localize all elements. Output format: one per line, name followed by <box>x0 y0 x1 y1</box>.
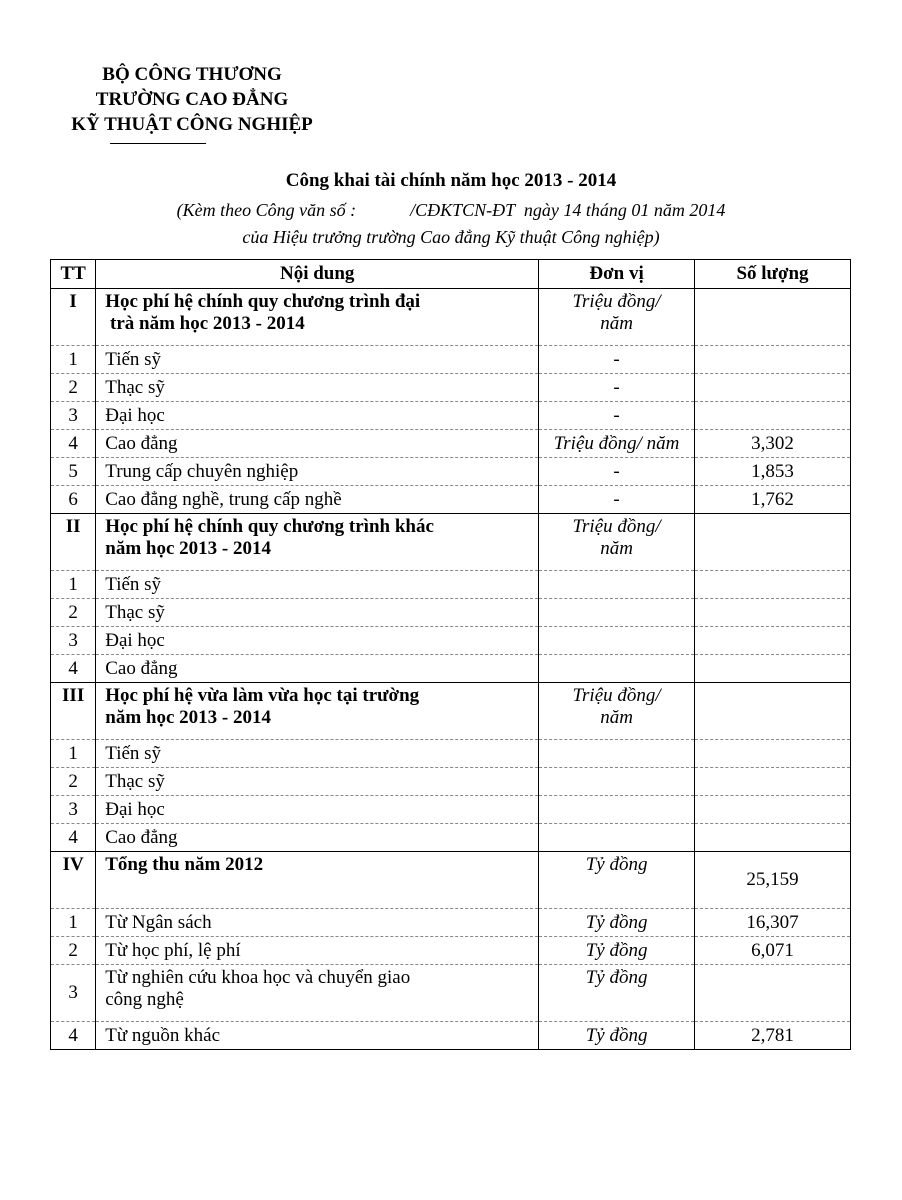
table-row <box>51 346 851 374</box>
cell-unit <box>539 852 695 909</box>
cell-tt <box>51 289 96 346</box>
cell-unit <box>539 655 695 683</box>
quantity-value: 6,071 <box>751 939 794 961</box>
cell-tt <box>51 852 96 909</box>
content-text: Cao đẳng <box>105 826 178 848</box>
row-number: II <box>65 516 81 537</box>
quantity-value: 1,762 <box>751 488 794 510</box>
org-underline <box>110 143 206 144</box>
row-number: 6 <box>68 488 78 510</box>
cell-unit <box>539 796 695 824</box>
content-line: công nghệ <box>105 989 184 1010</box>
table-header-row <box>51 260 851 289</box>
content-line: trà năm học 2013 - 2014 <box>105 313 305 334</box>
cell-content <box>96 627 539 655</box>
content-line: Từ nghiên cứu khoa học và chuyển giao <box>105 967 411 988</box>
cell-content <box>96 796 539 824</box>
cell-tt <box>51 768 96 796</box>
table-row <box>51 486 851 514</box>
cell-tt <box>51 346 96 374</box>
table-row <box>51 571 851 599</box>
cell-tt <box>51 937 96 965</box>
row-number: III <box>62 685 85 706</box>
cell-unit <box>539 599 695 627</box>
quantity-value: 1,853 <box>751 460 794 482</box>
row-number: 3 <box>68 798 78 820</box>
cell-content <box>96 458 539 486</box>
content-line: Học phí hệ chính quy chương trình khác <box>105 516 434 537</box>
table-row <box>51 796 851 824</box>
cell-tt <box>51 909 96 937</box>
table-row <box>51 627 851 655</box>
cell-tt <box>51 374 96 402</box>
content-text: Thạc sỹ <box>105 601 165 623</box>
content-text: Từ Ngân sách <box>105 911 212 933</box>
column-header-tt: TT <box>51 260 96 289</box>
row-number: IV <box>62 854 84 875</box>
row-number: 1 <box>68 742 78 764</box>
quantity-value: 16,307 <box>746 911 799 933</box>
table-row <box>51 599 851 627</box>
cell-quantity <box>695 683 851 740</box>
cell-tt <box>51 1022 96 1050</box>
unit-text: - <box>613 488 620 510</box>
cell-tt <box>51 514 96 571</box>
table-row <box>51 374 851 402</box>
unit-text: - <box>613 348 620 370</box>
cell-unit <box>539 683 695 740</box>
cell-unit <box>539 571 695 599</box>
row-number: 2 <box>68 376 78 398</box>
content-text: Cao đẳng <box>105 657 178 679</box>
cell-content <box>96 909 539 937</box>
cell-quantity <box>695 571 851 599</box>
cell-quantity <box>695 289 851 346</box>
cell-unit <box>539 486 695 514</box>
cell-unit <box>539 346 695 374</box>
cell-tt <box>51 486 96 514</box>
content-text: Tổng thu năm 2012 <box>105 854 264 875</box>
cell-unit <box>539 402 695 430</box>
cell-content <box>96 965 539 1022</box>
org-school-line1: TRƯỜNG CAO ĐẲNG <box>95 89 289 110</box>
row-number: 1 <box>68 573 78 595</box>
content-text: Cao đẳng nghề, trung cấp nghề <box>105 488 342 510</box>
cell-unit <box>539 289 695 346</box>
cell-content <box>96 571 539 599</box>
unit-line: Triệu đồng/ <box>572 685 661 706</box>
unit-text: Tỷ đồng <box>585 967 648 988</box>
content-text: Đại học <box>105 629 165 651</box>
content-text: Tiến sỹ <box>105 742 162 764</box>
table-row <box>51 289 851 346</box>
cell-tt <box>51 740 96 768</box>
org-ministry: BỘ CÔNG THƯƠNG <box>102 64 282 85</box>
cell-quantity <box>695 852 851 909</box>
table-row <box>51 768 851 796</box>
column-header-content: Nội dung <box>96 260 539 289</box>
cell-unit <box>539 740 695 768</box>
cell-content <box>96 683 539 740</box>
row-number: 1 <box>68 348 78 370</box>
cell-unit <box>539 909 695 937</box>
table-row <box>51 683 851 740</box>
column-header-unit: Đơn vị <box>539 260 695 289</box>
row-number: 2 <box>68 770 78 792</box>
content-text: Thạc sỹ <box>105 376 165 398</box>
row-number: 4 <box>68 1024 78 1046</box>
cell-content <box>96 852 539 909</box>
table-row <box>51 655 851 683</box>
cell-quantity <box>695 768 851 796</box>
quantity-value: 25,159 <box>746 869 799 890</box>
cell-unit <box>539 430 695 458</box>
unit-line: năm <box>600 707 633 728</box>
cell-quantity <box>695 1022 851 1050</box>
cell-content <box>96 346 539 374</box>
org-school-line2: KỸ THUẬT CÔNG NGHIỆP <box>71 114 313 135</box>
row-number: 4 <box>68 432 78 454</box>
document-subtitle-line2: của Hiệu trưởng trường Cao đẳng Kỹ thuật Công nghiệp) <box>242 227 660 247</box>
quantity-value: 3,302 <box>751 432 794 454</box>
unit-line: năm <box>600 538 633 559</box>
row-number: I <box>69 291 77 312</box>
cell-unit <box>539 937 695 965</box>
cell-unit <box>539 1022 695 1050</box>
document-subtitle-line1: (Kèm theo Công văn số : /CĐKTCN-ĐT ngày 14 tháng 01 năm 2014 <box>176 200 726 220</box>
cell-quantity <box>695 740 851 768</box>
table-row <box>51 740 851 768</box>
unit-text: Tỷ đồng <box>585 854 648 875</box>
cell-tt <box>51 655 96 683</box>
content-text: Thạc sỹ <box>105 770 165 792</box>
unit-line: năm <box>600 313 633 334</box>
content-text: Tiến sỹ <box>105 573 162 595</box>
cell-content <box>96 1022 539 1050</box>
cell-content <box>96 824 539 852</box>
cell-content <box>96 937 539 965</box>
table-row <box>51 514 851 571</box>
cell-content <box>96 402 539 430</box>
quantity-value: 2,781 <box>751 1024 794 1046</box>
cell-quantity <box>695 627 851 655</box>
table-row <box>51 852 851 909</box>
cell-content <box>96 514 539 571</box>
row-number: 4 <box>68 826 78 848</box>
cell-content <box>96 599 539 627</box>
cell-tt <box>51 402 96 430</box>
row-number: 1 <box>68 911 78 933</box>
cell-quantity <box>695 346 851 374</box>
table-row <box>51 824 851 852</box>
cell-quantity <box>695 599 851 627</box>
unit-text: - <box>613 404 620 426</box>
column-header-quantity: Số lượng <box>695 260 851 289</box>
unit-line: Triệu đồng/ <box>572 291 661 312</box>
cell-quantity <box>695 937 851 965</box>
cell-content <box>96 740 539 768</box>
table-body <box>51 289 851 1050</box>
cell-content <box>96 289 539 346</box>
cell-tt <box>51 824 96 852</box>
cell-unit <box>539 374 695 402</box>
content-text: Đại học <box>105 798 165 820</box>
cell-unit <box>539 965 695 1022</box>
table-row <box>51 402 851 430</box>
row-number: 5 <box>68 460 78 482</box>
content-line: Học phí hệ vừa làm vừa học tại trường <box>105 685 420 706</box>
unit-text: Tỷ đồng <box>585 911 648 933</box>
cell-tt <box>51 683 96 740</box>
cell-unit <box>539 514 695 571</box>
cell-content <box>96 430 539 458</box>
cell-tt <box>51 965 96 1022</box>
unit-text: Tỷ đồng <box>585 1024 648 1046</box>
table-row <box>51 1022 851 1050</box>
cell-quantity <box>695 402 851 430</box>
content-line: Học phí hệ chính quy chương trình đại <box>105 291 421 312</box>
cell-quantity <box>695 374 851 402</box>
content-line: năm học 2013 - 2014 <box>105 538 271 559</box>
content-text: Tiến sỹ <box>105 348 162 370</box>
cell-tt <box>51 599 96 627</box>
content-text: Cao đẳng <box>105 432 178 454</box>
content-text: Từ học phí, lệ phí <box>105 939 241 961</box>
row-number: 2 <box>68 601 78 623</box>
unit-text: - <box>613 460 620 482</box>
cell-content <box>96 768 539 796</box>
cell-quantity <box>695 796 851 824</box>
cell-quantity <box>695 486 851 514</box>
cell-quantity <box>695 655 851 683</box>
cell-unit <box>539 768 695 796</box>
table-row <box>51 909 851 937</box>
content-text: Từ nguồn khác <box>105 1024 221 1046</box>
table-row <box>51 458 851 486</box>
row-number: 3 <box>68 629 78 651</box>
cell-unit <box>539 627 695 655</box>
table-row <box>51 430 851 458</box>
cell-content <box>96 374 539 402</box>
unit-text: - <box>613 376 620 398</box>
organization-header <box>62 62 322 137</box>
unit-line: Triệu đồng/ <box>572 516 661 537</box>
cell-content <box>96 486 539 514</box>
row-number: 4 <box>68 657 78 679</box>
cell-tt <box>51 796 96 824</box>
cell-tt <box>51 430 96 458</box>
content-text: Đại học <box>105 404 165 426</box>
finance-table <box>50 259 851 1050</box>
cell-quantity <box>695 514 851 571</box>
unit-text: Triệu đồng/ năm <box>553 432 680 454</box>
cell-quantity <box>695 965 851 1022</box>
table-row <box>51 937 851 965</box>
cell-quantity <box>695 430 851 458</box>
content-text: Trung cấp chuyên nghiệp <box>105 460 299 482</box>
cell-quantity <box>695 824 851 852</box>
row-number: 3 <box>68 404 78 426</box>
row-number: 3 <box>68 982 78 1003</box>
cell-quantity <box>695 458 851 486</box>
cell-quantity <box>695 909 851 937</box>
cell-content <box>96 655 539 683</box>
content-line: năm học 2013 - 2014 <box>105 707 271 728</box>
cell-tt <box>51 571 96 599</box>
table-row <box>51 965 851 1022</box>
cell-unit <box>539 458 695 486</box>
document-title: Công khai tài chính năm học 2013 - 2014 <box>285 170 617 191</box>
cell-tt <box>51 627 96 655</box>
cell-unit <box>539 824 695 852</box>
row-number: 2 <box>68 939 78 961</box>
cell-tt <box>51 458 96 486</box>
unit-text: Tỷ đồng <box>585 939 648 961</box>
